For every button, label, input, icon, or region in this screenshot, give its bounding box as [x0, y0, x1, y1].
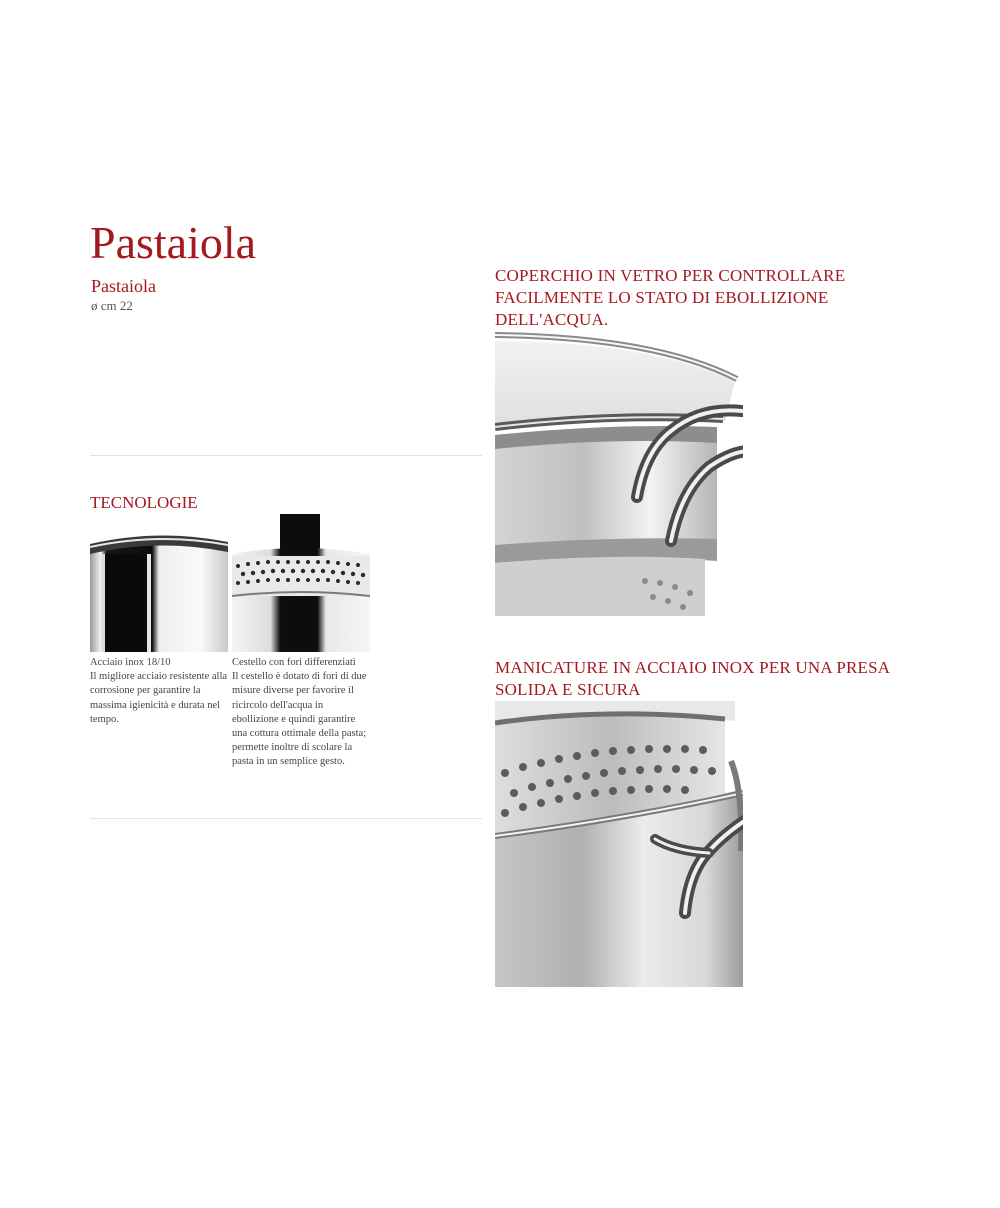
product-dimension: ø cm 22 — [91, 298, 133, 313]
technology-name: Acciaio inox 18/10 — [90, 657, 171, 668]
feature-title-glass-lid: COPERCHIO IN VETRO PER CONTROLLARE FACILMENTE LO STATO DI EBOLLIZIONE DELL'ACQUA. — [495, 266, 846, 329]
technologies-heading: TECNOLOGIE — [90, 493, 198, 512]
glass-lid-photo — [495, 331, 743, 616]
product-subtitle: Pastaiola — [91, 276, 156, 296]
steel-thumbnail-image — [90, 514, 228, 652]
steel-handles-photo — [495, 701, 743, 987]
divider — [90, 818, 482, 819]
basket-thumbnail-image — [232, 514, 370, 652]
divider — [90, 455, 482, 456]
technology-caption-basket — [232, 656, 370, 770]
product-title: Pastaiola — [90, 217, 257, 268]
technology-description: Il cestello è dotato di fori di due misure diverse per favorire il ricircolo dell'acqua in ebollizione e quindi garantire una cottura ottimale della pasta; permette inoltre di scolare la pasta in un semplice gesto. — [232, 671, 367, 768]
technology-name: Cestello con fori differenziati — [232, 657, 356, 668]
feature-title-steel-handles: MANICATURE IN ACCIAIO INOX PER UNA PRESA SOLIDA E SICURA — [495, 658, 890, 699]
technology-description: Il migliore acciaio resistente alla corrosione per garantire la massima igienicità e durata nel tempo. — [90, 671, 228, 725]
technology-caption-steel — [90, 656, 230, 727]
